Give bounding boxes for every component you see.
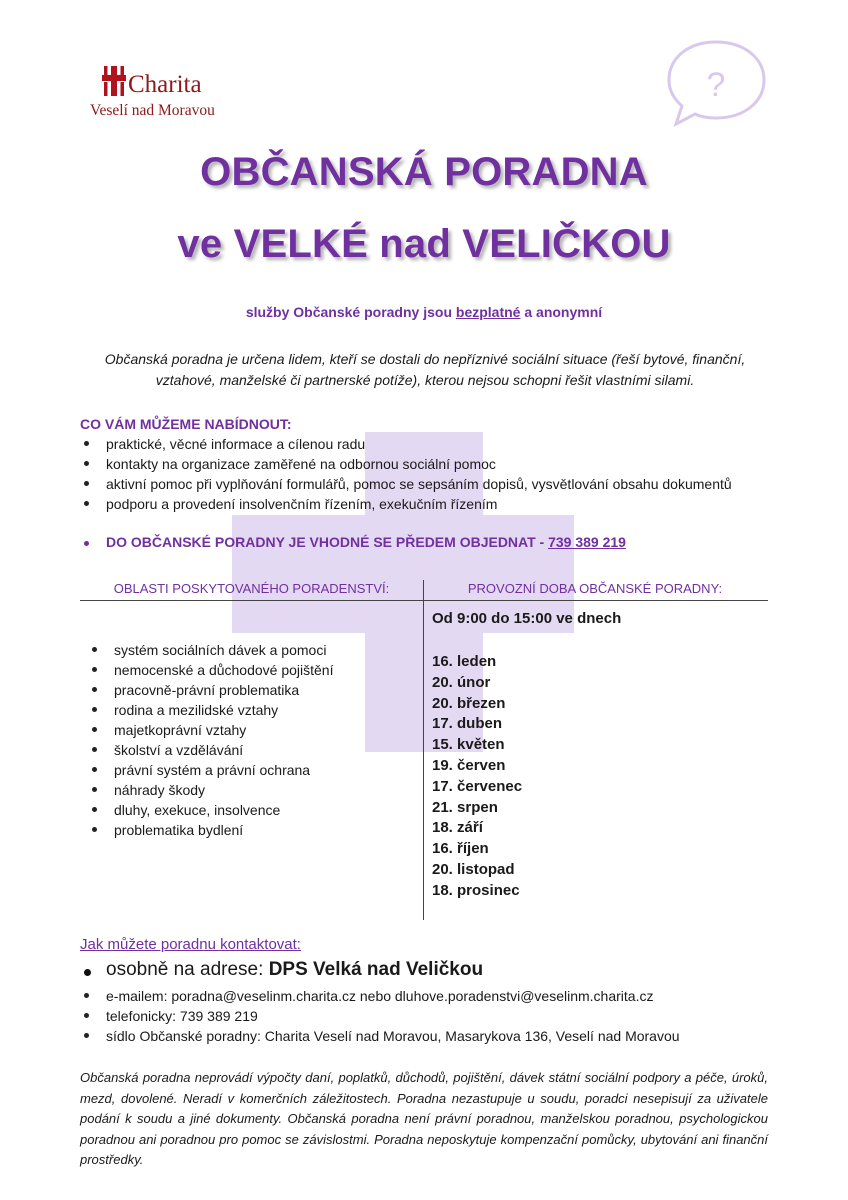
area-item: problematika bydlení — [88, 820, 333, 840]
svg-text:?: ? — [706, 66, 726, 104]
booking-note — [80, 534, 626, 550]
page-title-line2: ve VELKÉ nad VELIČKOU — [177, 222, 671, 266]
intro-paragraph: Občanská poradna je určena lidem, kteří se dostali do nepříznivé sociální situace (řeší bytové, finanční, vztahové, manželské či partnerské potíže), kterou nejsou schopni řešit vlastními silami. — [104, 351, 746, 388]
table-divider-vertical — [423, 580, 424, 920]
hours-date: 20. listopad — [432, 860, 515, 878]
contact-seat: sídlo Občanské poradny: Charita Veselí nad Moravou, Masarykova 136, Veselí nad Moravou — [80, 1026, 680, 1046]
hours-heading: PROVOZNÍ DOBA OBČANSKÉ PORADNY: — [467, 581, 723, 596]
tagline — [0, 304, 848, 320]
hours-date: 20. březen — [432, 694, 506, 712]
hours-date: 15. květen — [432, 736, 505, 754]
booking-text: DO OBČANSKÉ PORADNY JE VHODNÉ SE PŘEDEM OBJEDNAT - — [106, 534, 549, 550]
area-item: náhrady škody — [88, 780, 333, 800]
contact-address-value: DPS Velká nad Veličkou — [268, 959, 484, 980]
offer-item: praktické, věcné informace a cílenou radu — [80, 434, 732, 454]
contact-list — [80, 986, 680, 1046]
offer-item: podporu a provedení insolvenčním řízením, exekučním řízením — [80, 494, 732, 514]
area-item: dluhy, exekuce, insolvence — [88, 800, 333, 820]
speech-bubble-question-icon — [666, 38, 770, 133]
contact-email[interactable]: e-mailem: poradna@veselinm.charita.cz nebo dluhove.poradenstvi@veselinm.charita.cz — [80, 986, 680, 1006]
offer-heading: CO VÁM MŮŽEME NABÍDNOUT: — [80, 416, 292, 432]
contact-phone[interactable]: telefonicky: 739 389 219 — [80, 1006, 680, 1026]
tagline-before: služby Občanské poradny jsou — [245, 304, 456, 320]
hours-intro: Od 9:00 do 15:00 ve dnech — [432, 610, 622, 627]
area-item: rodina a mezilidské vztahy — [88, 700, 333, 720]
hours-date: 17. duben — [432, 715, 503, 733]
disclaimer-paragraph: Občanská poradna neprovádí výpočty daní, poplatků, důchodů, pojištění, dávek státní sociální podpory a péče, úroků, mezd, dovolené. Neradí v komerčních záležitostech. Poradna nezastupuje u soudu, poradci nesepisují za uživatele podání k soudu a jiné dokumenty. Občanská poradna není právní poradnou, manželskou poradnou, psychologickou poradnou ani poradnou pro pomoc se závislostmi. Poradna neposkytuje kompenzační pomůcky, ubytování ani finanční prostředky. — [80, 1070, 768, 1167]
logo-name: Charita — [128, 71, 202, 98]
hours-date: 17. červenec — [432, 777, 523, 795]
areas-heading: OBLASTI POSKYTOVANÉHO PORADENSTVÍ: — [113, 581, 390, 596]
charita-cross-icon — [102, 66, 126, 96]
hours-date: 16. leden — [432, 653, 497, 670]
area-item: pracovně-právní problematika — [88, 680, 333, 700]
contact-address-label: osobně na adrese: — [106, 959, 269, 980]
hours-date: 16. říjen — [432, 840, 489, 858]
offer-item: kontakty na organizace zaměřené na odbornou sociální pomoc — [80, 454, 732, 474]
area-item: právní systém a právní ochrana — [88, 760, 333, 780]
table-divider-horizontal — [80, 600, 768, 601]
contact-heading: Jak můžete poradnu kontaktovat: — [80, 936, 301, 953]
area-item: systém sociálních dávek a pomoci — [88, 640, 333, 660]
hours-date: 18. prosinec — [432, 881, 520, 899]
area-item: školství a vzdělávání — [88, 740, 333, 760]
tagline-after: a anonymní — [520, 304, 603, 320]
offer-list — [80, 434, 732, 514]
hours-date: 19. červen — [432, 756, 506, 774]
page-title-line1: OBČANSKÁ PORADNA — [200, 150, 648, 194]
booking-phone-link[interactable]: 739 389 219 — [548, 534, 626, 550]
contact-address — [80, 959, 483, 981]
hours-date: 21. srpen — [432, 798, 498, 816]
logo-subtitle: Veselí nad Moravou — [90, 102, 215, 119]
hours-dates-list — [432, 652, 522, 902]
areas-list — [88, 640, 333, 840]
tagline-underlined: bezplatné — [455, 304, 521, 320]
hours-date: 20. únor — [432, 673, 491, 691]
area-item: majetkoprávní vztahy — [88, 720, 333, 740]
hours-date: 18. září — [432, 819, 483, 837]
area-item: nemocenské a důchodové pojištění — [88, 660, 333, 680]
offer-item: aktivní pomoc při vyplňování formulářů, pomoc se sepsáním dopisů, vysvětlování obsahu dokumentů — [80, 474, 732, 494]
